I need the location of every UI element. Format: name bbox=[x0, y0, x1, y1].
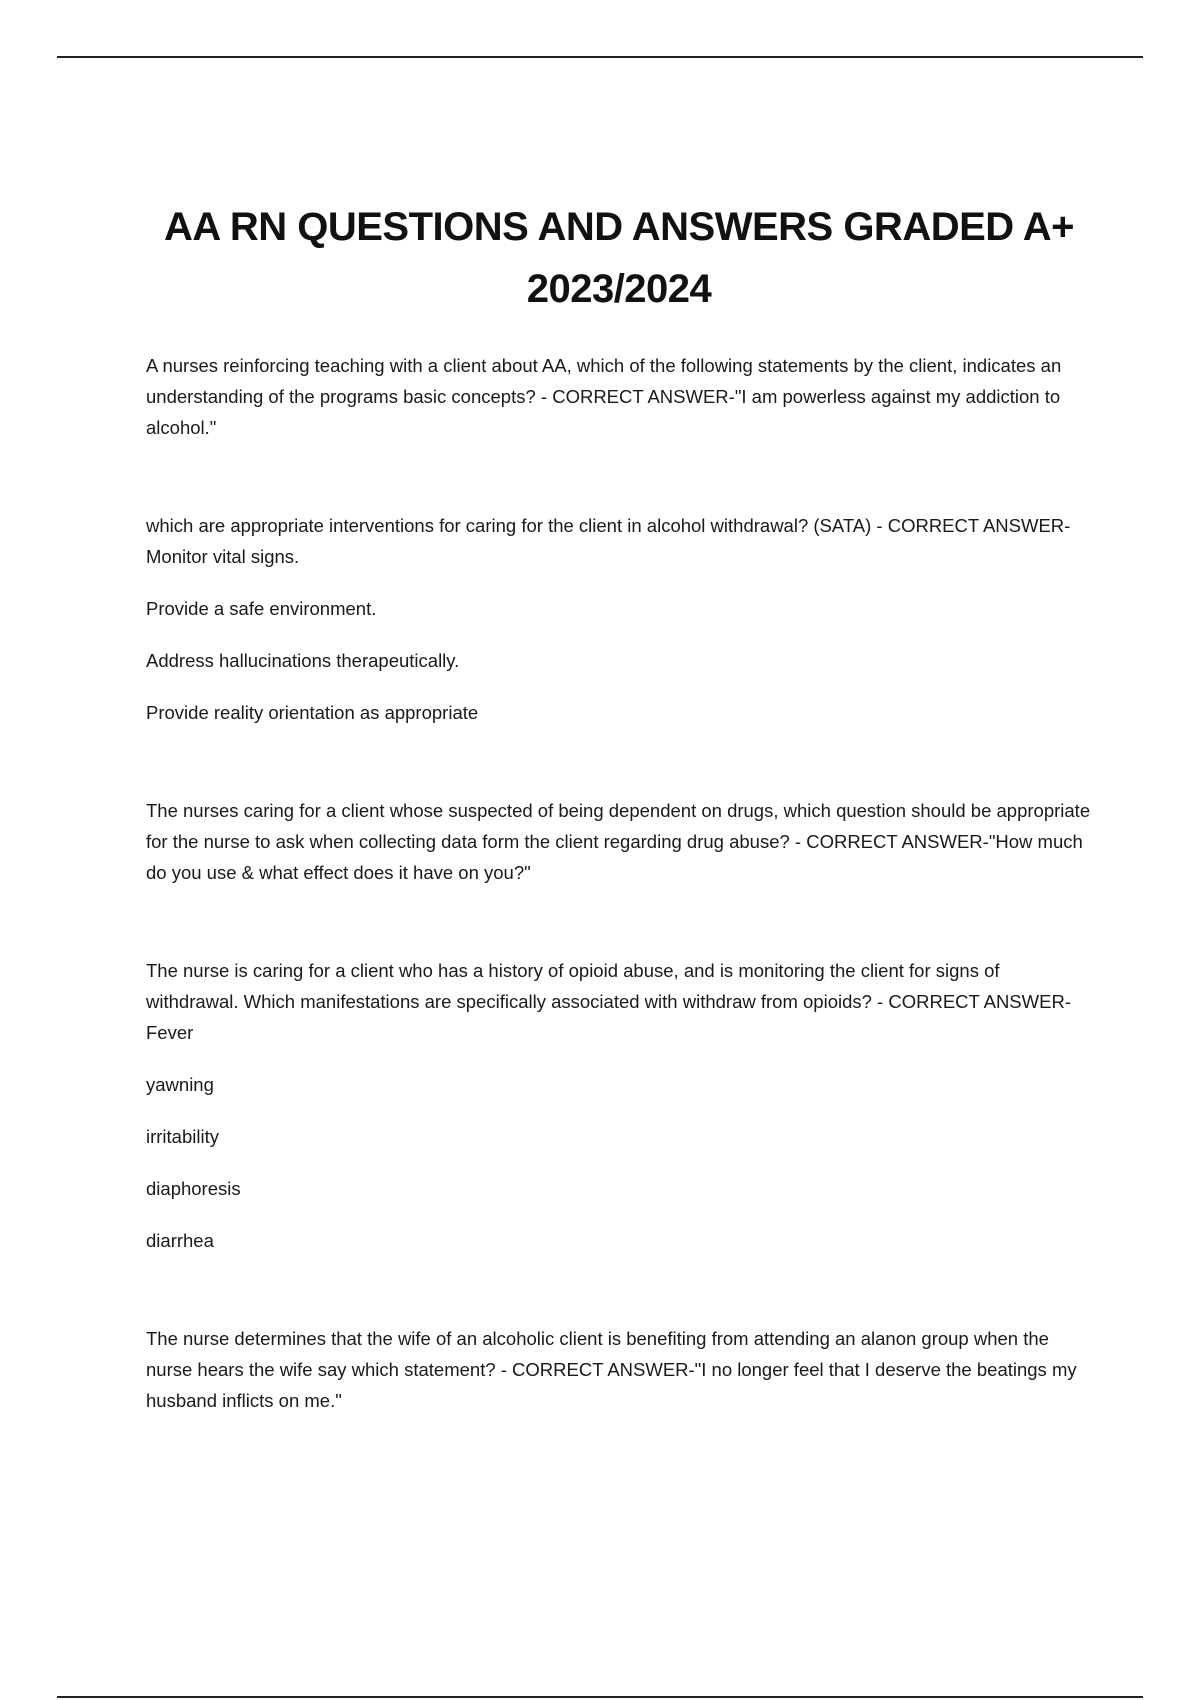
qa-item-4 bbox=[146, 955, 1092, 1256]
title-line-2: 2023/2024 bbox=[526, 267, 712, 311]
answer-4-line-4: diaphoresis bbox=[146, 1178, 241, 1199]
question-2-text: which are appropriate interventions for caring for the client in alcohol withdrawal? (SATA) - CORRECT ANSWER-Monitor vital signs. bbox=[146, 515, 1071, 567]
qa-item-1 bbox=[146, 350, 1092, 443]
question-3-text: The nurses caring for a client whose suspected of being dependent on drugs, which question should be appropriate for the nurse to ask when collecting data form the client regarding drug abuse? - CORRECT ANSWER-"How much do you use & what effect does it have on you?" bbox=[146, 800, 1091, 883]
qa-item-2 bbox=[146, 510, 1092, 728]
top-rule bbox=[57, 56, 1143, 58]
answer-2-line-3: Address hallucinations therapeutically. bbox=[146, 650, 460, 671]
answer-4-line-5: diarrhea bbox=[146, 1230, 214, 1251]
question-4-text: The nurse is caring for a client who has a history of opioid abuse, and is monitoring the client for signs of withdrawal. Which manifestations are specifically associated with withdraw from opioids? - CORRECT ANSWER-Fever bbox=[146, 960, 1071, 1043]
bottom-rule bbox=[57, 1696, 1143, 1698]
answer-2-line-4: Provide reality orientation as appropriate bbox=[146, 702, 479, 723]
answer-4-line-3: irritability bbox=[146, 1126, 219, 1147]
answer-2-line-2: Provide a safe environment. bbox=[146, 598, 377, 619]
qa-item-5 bbox=[146, 1323, 1092, 1416]
qa-item-3 bbox=[146, 795, 1092, 888]
document-title bbox=[146, 196, 1092, 320]
question-1-text: A nurses reinforcing teaching with a client about AA, which of the following statements by the client, indicates an understanding of the programs basic concepts? - CORRECT ANSWER-"I am powerless against my addiction to alcohol." bbox=[146, 355, 1062, 438]
question-5-text: The nurse determines that the wife of an alcoholic client is benefiting from attending an alanon group when the nurse hears the wife say which statement? - CORRECT ANSWER-"I no longer feel that I deserve the beatings my husband inflicts on me." bbox=[146, 1328, 1077, 1411]
answer-4-line-2: yawning bbox=[146, 1074, 214, 1095]
document-body bbox=[146, 196, 1092, 1437]
title-line-1: AA RN QUESTIONS AND ANSWERS GRADED A+ bbox=[163, 205, 1075, 249]
